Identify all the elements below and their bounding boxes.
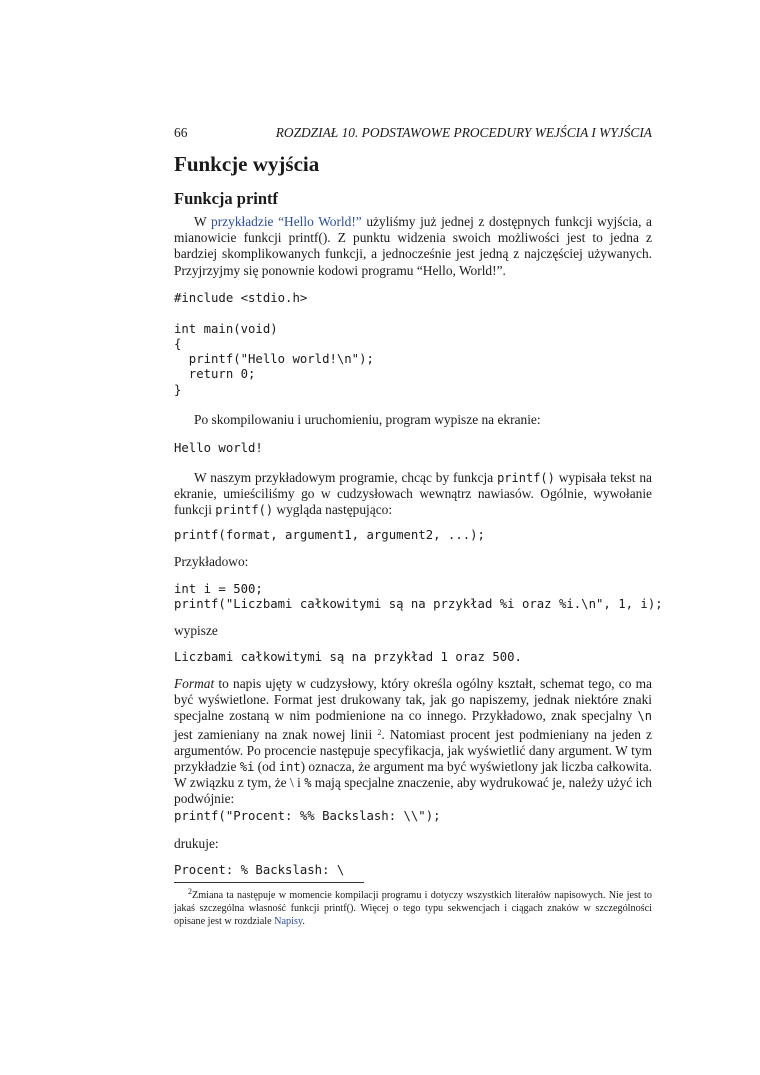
running-header [174,125,652,141]
footnote-reference[interactable]: 2 [377,727,382,737]
code-block-example-output: Liczbami całkowitymi są na przykład 1 oraz 500. [174,650,522,664]
subsection-title: Funkcja printf [174,189,279,208]
code-block-output: Hello world! [174,441,263,455]
page-number: 66 [174,125,188,140]
paragraph-format-explanation: Format to napis ujęty w cudzysłowy, który określa ogólny kształt, schemat tego, co ma być wyświetlone. Format jest drukowany tak, jak go napiszemy, jednak niektóre znaki specjalne zostaną w nim podmienione na co innego. Przykładowo, znak specjalny \n jest zamieniany na znak nowej linii $^2$. Natomiast procent jest podmieniany na jeden z argumentów. Po procencie następuje specyfikacja, jak wyświetlić dany argument. W tym przykładzie %i (od int) oznacza, że argument ma być wyświetlony jak liczba całkowita. W związku z tym, że \ i % mają specjalne znaczenie, aby wydrukować je, należy użyć ich podwójnie: [174,676,652,807]
code-block-escape-output: Procent: % Backslash: \ [174,863,345,877]
paragraph-prints-label: wypisze [174,623,218,638]
code-block-hello-world: #include <stdio.h> int main(void) { printf("Hello world!\n"); return 0; } [174,291,374,397]
code-block-example: int i = 500; printf("Liczbami całkowitymi są na przykład %i oraz %i.\n", 1, i); [174,582,663,612]
paragraph-printf-call: W naszym przykładowym programie, chcąc by funkcja printf() wypisała tekst na ekranie, umieściliśmy go w cudzysłowach wewnątrz nawiasów. Ogólnie, wywołanie funkcji printf() wygląda następująco: [174,470,652,518]
chapter-title: ROZDZIAŁ 10. PODSTAWOWE PROCEDURY WEJŚCIA I WYJŚCIA [275,125,652,140]
paragraph-example-label: Przykładowo: [174,554,249,569]
hello-world-link[interactable]: przykładzie “Hello World!” [211,214,362,229]
section-title: Funkcje wyjścia [174,152,320,176]
paragraph-prints-label-2: drukuje: [174,836,219,851]
napisy-link[interactable]: Napisy [274,916,303,927]
paragraph-compile: Po skompilowaniu i uruchomieniu, program wypisze na ekranie: [194,412,541,427]
footnote: $^2$Zmiana ta następuje w momencie kompilacji programu i dotyczy wszystkich literałów napisowych. Nie jest to jakaś szczególna własność funkcji printf(). Więcej o tego typu sekwencjach i ciągach znaków w szczególności opisane jest w rozdziale Napisy. [174,887,652,927]
code-block-escape-example: printf("Procent: %% Backslash: \\"); [174,809,441,823]
paragraph-intro: W przykładzie “Hello World!” użyliśmy już jednej z dostępnych funkcji wyjścia, a mianowicie funkcji printf(). Z punktu widzenia swoich możliwości jest to jedna z bardziej skomplikowanych funkcji, a jednocześnie jest jedną z najczęściej używanych. Przyjrzyjmy się ponownie kodowi programu “Hello, World!”. [174,214,652,278]
footnote-rule [174,882,364,883]
code-block-printf-signature: printf(format, argument1, argument2, ...); [174,528,485,542]
